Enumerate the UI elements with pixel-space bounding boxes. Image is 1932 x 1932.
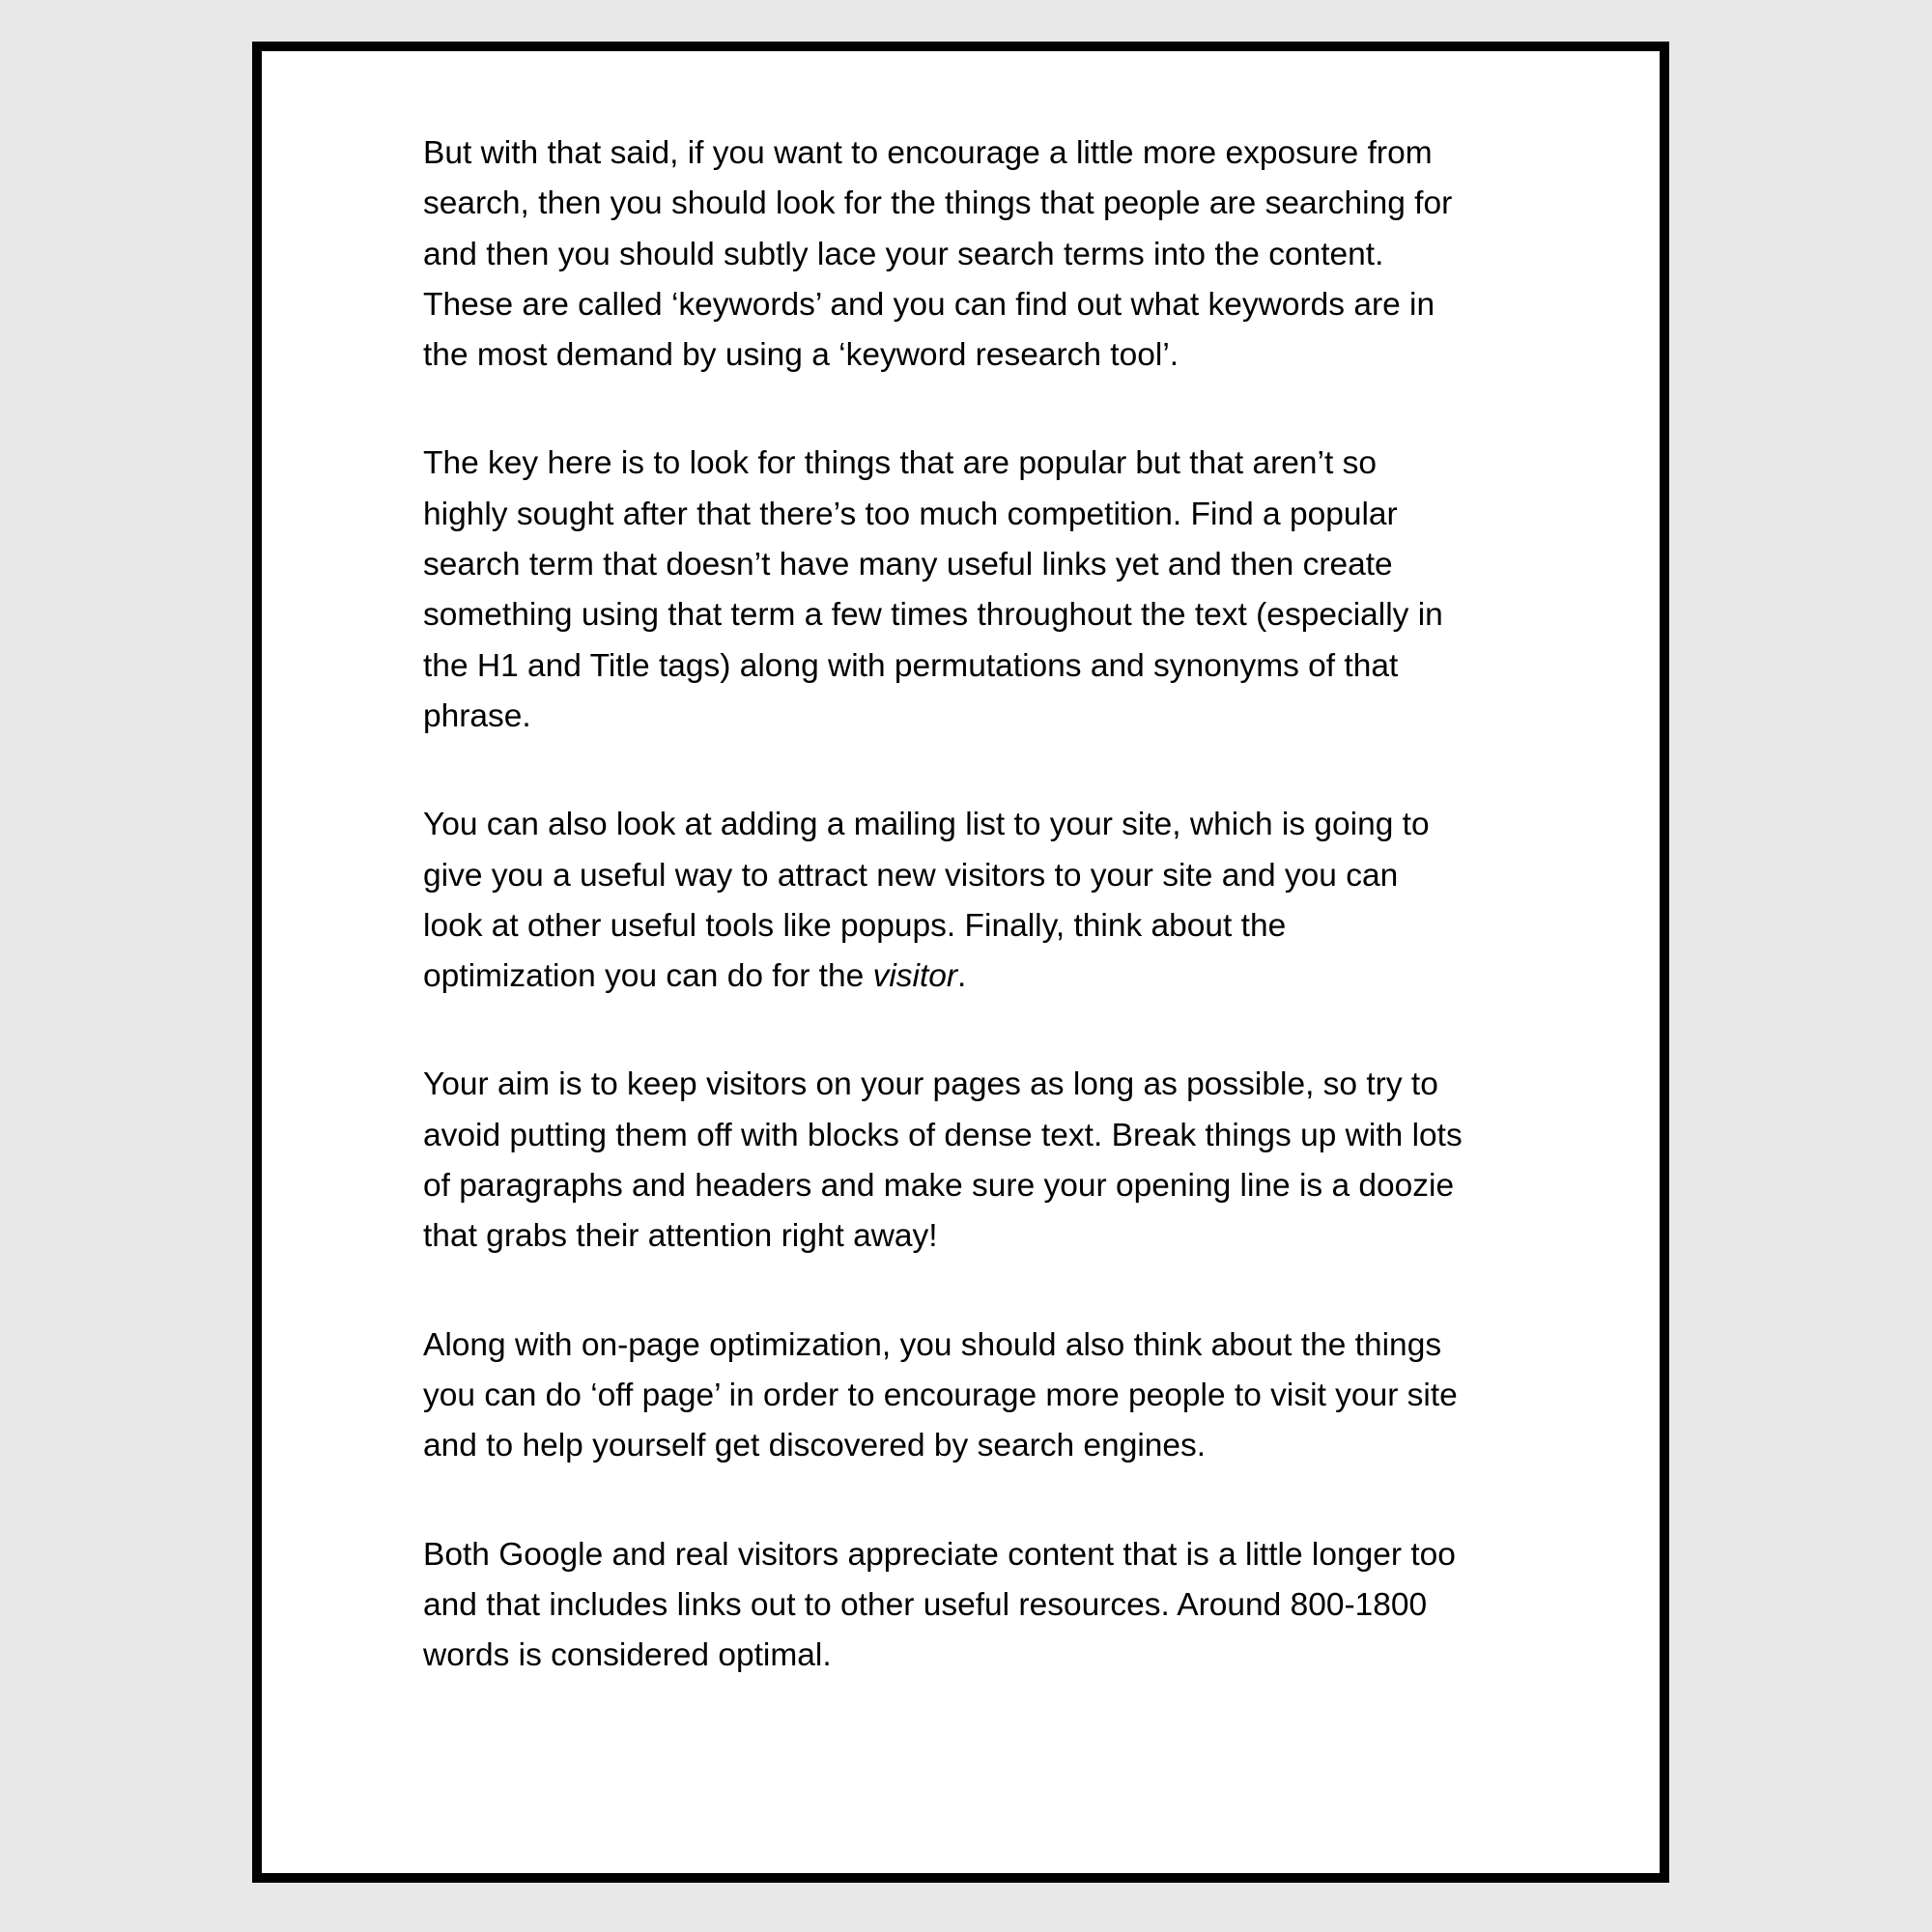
text-line: you can do ‘off page’ in order to encourage more people to visit your site xyxy=(423,1377,1458,1413)
paragraph-mailing-list xyxy=(423,800,1524,1002)
paragraph-content-length xyxy=(423,1530,1524,1682)
text-line: Your aim is to keep visitors on your pages as long as possible, so try to xyxy=(423,1066,1438,1103)
text-line: search, then you should look for the things that people are searching for xyxy=(423,185,1453,222)
text-line: the most demand by using a ‘keyword research tool’. xyxy=(423,337,1179,374)
paragraph-competition xyxy=(423,439,1524,742)
text-line: of paragraphs and headers and make sure your opening line is a doozie xyxy=(423,1168,1455,1205)
text-line: give you a useful way to attract new visitors to your site and you can xyxy=(423,857,1399,894)
text-line: The key here is to look for things that are popular but that aren’t so xyxy=(423,445,1377,482)
text-line: highly sought after that there’s too much competition. Find a popular xyxy=(423,496,1398,532)
text-line: words is considered optimal. xyxy=(423,1637,832,1674)
emphasized-word: visitor xyxy=(872,958,958,995)
text-line: and then you should subtly lace your search terms into the content. xyxy=(423,236,1384,272)
text-line: These are called ‘keywords’ and you can find out what keywords are in xyxy=(423,286,1435,323)
paragraph-keep-visitors xyxy=(423,1060,1524,1262)
paragraph-off-page xyxy=(423,1321,1524,1472)
text-line: something using that term a few times throughout the text (especially in xyxy=(423,597,1443,634)
text-line xyxy=(423,952,1524,1002)
text-line: You can also look at adding a mailing list to your site, which is going to xyxy=(423,807,1430,843)
text-line-prefix: optimization you can do for the xyxy=(423,958,873,995)
text-line: the H1 and Title tags) along with permutations and synonyms of that xyxy=(423,647,1399,684)
text-line: Both Google and real visitors appreciate content that is a little longer too xyxy=(423,1536,1456,1573)
text-line-suffix: . xyxy=(957,958,967,995)
text-line: that grabs their attention right away! xyxy=(423,1218,938,1255)
text-line: search term that doesn’t have many useful links yet and then create xyxy=(423,547,1393,583)
text-line: look at other useful tools like popups. Finally, think about the xyxy=(423,907,1287,944)
document-page xyxy=(252,42,1669,1883)
text-line: and to help yourself get discovered by search engines. xyxy=(423,1428,1207,1464)
text-line: Along with on-page optimization, you should also think about the things xyxy=(423,1326,1442,1363)
paragraph-keywords xyxy=(423,128,1524,381)
text-line: and that includes links out to other useful resources. Around 800-1800 xyxy=(423,1586,1428,1623)
text-line: But with that said, if you want to encourage a little more exposure from xyxy=(423,135,1433,171)
text-line: phrase. xyxy=(423,697,531,734)
page-content xyxy=(423,128,1524,1739)
text-line: avoid putting them off with blocks of dense text. Break things up with lots xyxy=(423,1117,1463,1153)
